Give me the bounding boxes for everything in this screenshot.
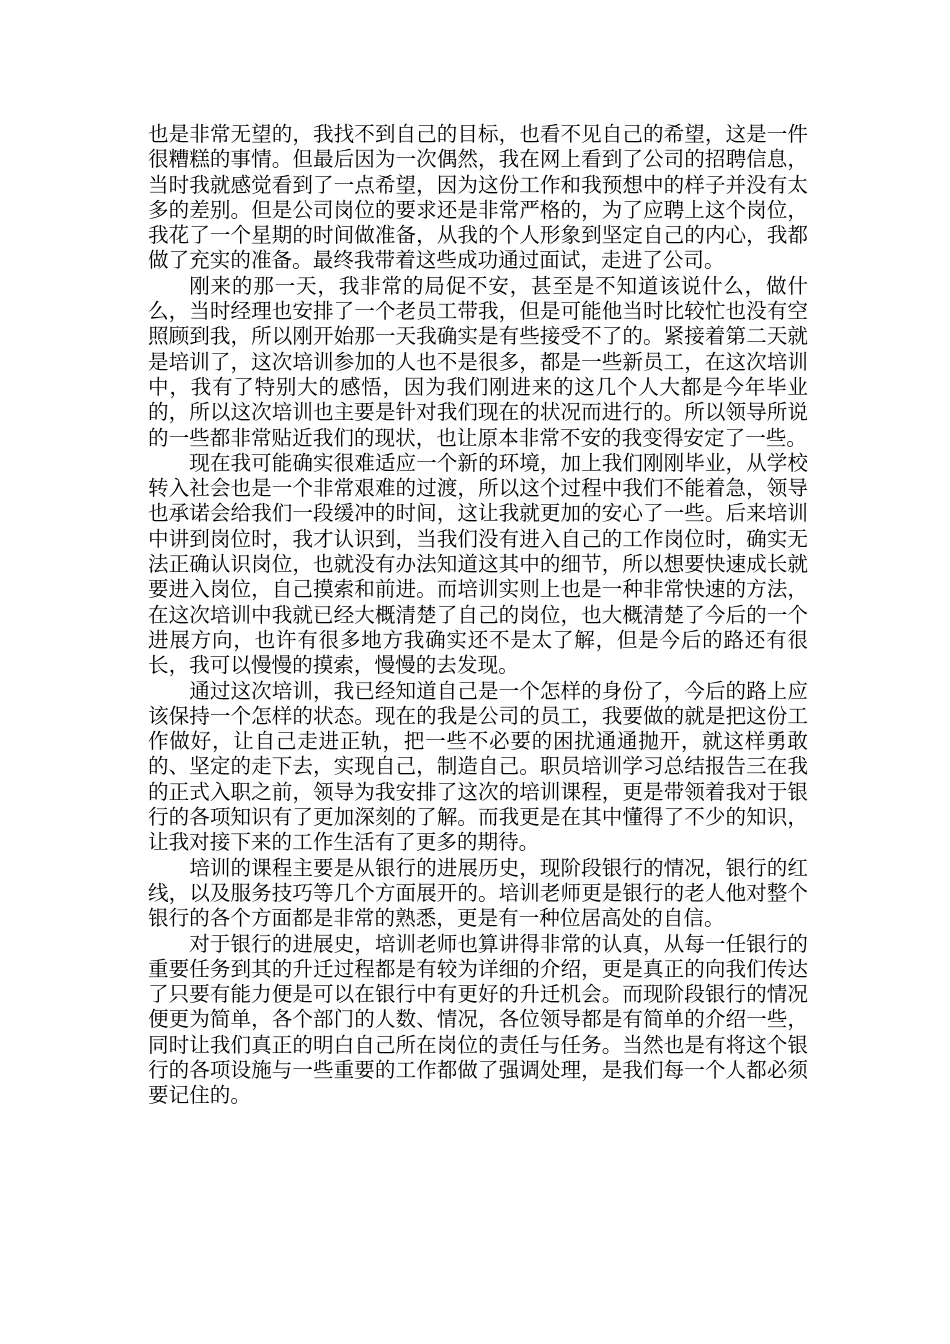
document-body <box>148 122 808 1109</box>
paragraph-4: 通过这次培训，我已经知道自己是一个怎样的身份了，今后的路上应该保持一个怎样的状态。现在的我是公司的员工，我要做的就是把这份工作做好，让自己走进正轨，把一些不必要的困扰通通抛开，就这样勇敢的、坚定的走下去，实现自己，制造自己。职员培训学习总结报告三在我的正式入职之前，领导为我安排了这次的培训课程，更是带领着我对于银行的各项知识有了更加深刻的了解。而我更是在其中懂得了不少的知识，让我对接下来的工作生活有了更多的期待。 <box>148 678 808 855</box>
paragraph-3: 现在我可能确实很难适应一个新的环境，加上我们刚刚毕业，从学校转入社会也是一个非常艰难的过渡，所以这个过程中我们不能着急，领导也承诺会给我们一段缓冲的时间，这让我就更加的安心了一些。后来培训中讲到岗位时，我才认识到，当我们没有进入自己的工作岗位时，确实无法正确认识岗位，也就没有办法知道这其中的细节，所以想要快速成长就要进入岗位，自己摸索和前进。而培训实则上也是一种非常快速的方法，在这次培训中我就已经大概清楚了自己的岗位，也大概清楚了今后的一个进展方向，也许有很多地方我确实还不是太了解，但是今后的路还有很长，我可以慢慢的摸索，慢慢的去发现。 <box>148 450 808 678</box>
paragraph-6: 对于银行的进展史，培训老师也算讲得非常的认真，从每一任银行的重要任务到其的升迁过程都是有较为详细的介绍，更是真正的向我们传达了只要有能力便是可以在银行中有更好的升迁机会。而现阶段银行的情况便更为简单，各个部门的人数、情况，各位领导都是有简单的介绍一些，同时让我们真正的明白自己所在岗位的责任与任务。当然也是有将这个银行的各项设施与一些重要的工作都做了强调处理，是我们每一个人都必须要记住的。 <box>148 931 808 1108</box>
paragraph-2: 刚来的那一天，我非常的局促不安，甚至是不知道该说什么，做什么，当时经理也安排了一个老员工带我，但是可能他当时比较忙也没有空照顾到我，所以刚开始那一天我确实是有些接受不了的。紧接着第二天就是培训了，这次培训参加的人也不是很多，都是一些新员工，在这次培训中，我有了特别大的感悟，因为我们刚进来的这几个人大都是今年毕业的，所以这次培训也主要是针对我们现在的状况而进行的。所以领导所说的一些都非常贴近我们的现状，也让原本非常不安的我变得安定了一些。 <box>148 273 808 450</box>
paragraph-1: 也是非常无望的，我找不到自己的目标，也看不见自己的希望，这是一件很糟糕的事情。但最后因为一次偶然，我在网上看到了公司的招聘信息，当时我就感觉看到了一点希望，因为这份工作和我预想中的样子并没有太多的差别。但是公司岗位的要求还是非常严格的，为了应聘上这个岗位，我花了一个星期的时间做准备，从我的个人形象到坚定自己的内心，我都做了充实的准备。最终我带着这些成功通过面试，走进了公司。 <box>148 122 808 273</box>
paragraph-5: 培训的课程主要是从银行的进展历史，现阶段银行的情况，银行的红线，以及服务技巧等几个方面展开的。培训老师更是银行的老人他对整个银行的各个方面都是非常的熟悉，更是有一种位居高处的自信。 <box>148 855 808 931</box>
